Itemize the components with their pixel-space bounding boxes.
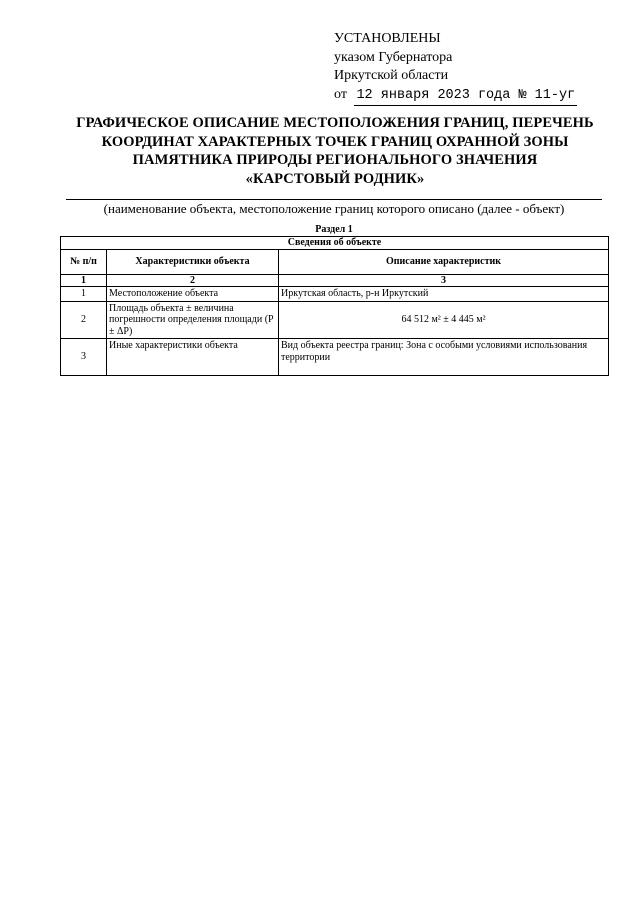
approval-date-value: 12 января 2023 года № 11-уг bbox=[354, 87, 577, 107]
object-info-table bbox=[60, 236, 609, 376]
title-line-3: ПАМЯТНИКА ПРИРОДЫ РЕГИОНАЛЬНОГО ЗНАЧЕНИЯ bbox=[132, 152, 538, 168]
approval-region: Иркутской области bbox=[334, 68, 449, 83]
approval-date-line bbox=[334, 86, 577, 107]
table-row bbox=[61, 287, 609, 302]
row-description: 64 512 м² ± 4 445 м² bbox=[279, 301, 609, 339]
row-description: Вид объекта реестра границ: Зона с особыми условиями использования территории bbox=[279, 339, 609, 376]
table-row bbox=[61, 339, 609, 376]
column-number: 2 bbox=[107, 274, 279, 287]
table-row bbox=[61, 301, 609, 339]
row-characteristic: Иные характеристики объекта bbox=[107, 339, 279, 376]
approval-date-prefix: от bbox=[334, 86, 347, 102]
row-characteristic: Местоположение объекта bbox=[107, 287, 279, 302]
row-characteristic: Площадь объекта ± величина погрешности определения площади (P ± ΔP) bbox=[107, 301, 279, 339]
title-line-4: «КАРСТОВЫЙ РОДНИК» bbox=[245, 170, 425, 187]
object-name-rule bbox=[66, 199, 602, 200]
row-num: 2 bbox=[61, 301, 107, 339]
title-line-1: ГРАФИЧЕСКОЕ ОПИСАНИЕ МЕСТОПОЛОЖЕНИЯ ГРАНИЦ, ПЕРЕЧЕНЬ bbox=[76, 115, 594, 131]
section-label: Раздел 1 bbox=[315, 224, 353, 235]
row-description: Иркутская область, р-н Иркутский bbox=[279, 287, 609, 302]
approval-heading: УСТАНОВЛЕНЫ bbox=[334, 31, 441, 46]
table-caption-row bbox=[61, 237, 609, 250]
approval-stamp bbox=[334, 30, 577, 106]
title-line-2: КООРДИНАТ ХАРАКТЕРНЫХ ТОЧЕК ГРАНИЦ ОХРАННОЙ ЗОНЫ bbox=[101, 133, 569, 150]
row-num: 3 bbox=[61, 339, 107, 376]
document-title bbox=[40, 114, 630, 188]
table-caption: Сведения об объекте bbox=[61, 237, 609, 250]
row-num: 1 bbox=[61, 287, 107, 302]
table-header-row bbox=[61, 249, 609, 274]
column-number: 3 bbox=[279, 274, 609, 287]
column-number: 1 bbox=[61, 274, 107, 287]
header-num: № п/п bbox=[61, 249, 107, 274]
header-characteristic: Характеристики объекта bbox=[107, 249, 279, 274]
column-number-row bbox=[61, 274, 609, 287]
object-name-caption: (наименование объекта, местоположение границ которого описано (далее - объект) bbox=[103, 201, 565, 216]
approval-decree: указом Губернатора bbox=[334, 49, 453, 65]
header-description: Описание характеристик bbox=[279, 249, 609, 274]
